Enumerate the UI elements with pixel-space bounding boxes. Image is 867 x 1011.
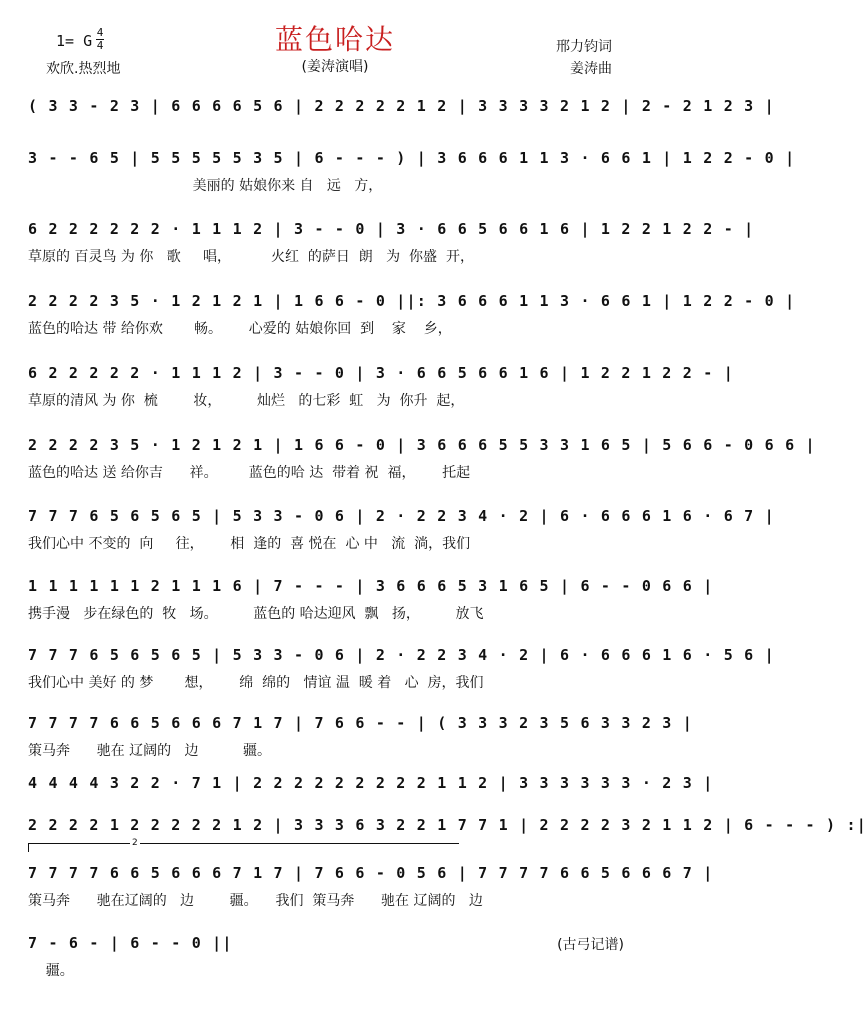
notation-line: 7 7 7 6 5 6 5 6 5 | 5 3 3 - 0 6 | 2 · 2 2 3 4 · 2 | 6 · 6 6 6 1 6 · 5 6 | xyxy=(28,646,775,664)
notation-line: 7 - 6 - | 6 - - 0 || xyxy=(28,934,233,952)
notation-line: 3 - - 6 5 | 5 5 5 5 5 3 5 | 6 - - - ) | 3 6 6 6 1 1 3 · 6 6 1 | 1 2 2 - 0 | xyxy=(28,149,796,167)
time-signature xyxy=(96,28,104,51)
notation-line: 7 7 7 7 6 6 5 6 6 6 7 1 7 | 7 6 6 - - | ( 3 3 3 2 3 5 6 3 3 2 3 | xyxy=(28,714,693,732)
notation-line: 2 2 2 2 3 5 · 1 2 1 2 1 | 1 6 6 - 0 ||: 3 6 6 6 1 1 3 · 6 6 1 | 1 2 2 - 0 | xyxy=(28,292,796,310)
notation-line: 6 2 2 2 2 2 · 1 1 1 2 | 3 - - 0 | 3 · 6 6 5 6 6 1 6 | 1 2 2 1 2 2 - | xyxy=(28,364,734,382)
lyrics-line: 蓝色的哈达 带 给你欢 畅。 心爱的 姑娘你回 到 家 乡， xyxy=(28,321,452,337)
lyrics-line: 草原的 百灵鸟 为 你 歌 唱， 火红 的萨日 朗 为 你盛 开， xyxy=(28,249,474,265)
notation-line: 6 2 2 2 2 2 2 · 1 1 1 2 | 3 - - 0 | 3 · 6 6 5 6 6 1 6 | 1 2 2 1 2 2 - | xyxy=(28,220,755,238)
notation-line: 7 7 7 6 5 6 5 6 5 | 5 3 3 - 0 6 | 2 · 2 2 3 4 · 2 | 6 · 6 6 6 1 6 · 6 7 | xyxy=(28,507,775,525)
lyrics-line: 我们心中 美好 的 梦 想， 绵 绵的 情谊 温 暖 着 心 房，我们 xyxy=(28,675,484,691)
lyricist-credit: 邢力钧词 xyxy=(556,39,612,55)
lyrics-line: 蓝色的哈达 送 给你吉 祥。 蓝色的哈 达 带着 祝 福， 托起 xyxy=(28,465,471,481)
lyrics-line xyxy=(28,124,640,144)
notation-line: 4 4 4 4 3 2 2 · 7 1 | 2 2 2 2 2 2 2 2 2 1 1 2 | 3 3 3 3 3 3 · 2 3 | xyxy=(28,774,714,792)
time-denominator: 4 xyxy=(96,39,104,52)
time-numerator: 4 xyxy=(96,26,104,39)
notation-line: ( 3 3 - 2 3 | 6 6 6 6 5 6 | 2 2 2 2 2 1 2 | 3 3 3 3 2 1 2 | 2 - 2 1 2 3 | xyxy=(28,97,775,115)
tempo-mood: 欢欣.热烈地 xyxy=(46,61,121,77)
volta-bracket xyxy=(28,843,459,852)
lyrics-line: 策马奔 驰在 辽阔的 边 疆。 xyxy=(28,743,272,759)
composer-credit: 姜涛曲 xyxy=(570,61,612,77)
lyrics-line: 策马奔 驰在辽阔的 边 疆。 我们 策马奔 驰在 辽阔的 边 xyxy=(28,893,483,909)
notation-line: 2 2 2 2 3 5 · 1 2 1 2 1 | 1 6 6 - 0 | 3 6 6 6 5 5 3 3 1 6 5 | 5 6 6 - 0 6 6 | xyxy=(28,436,816,454)
notation-line: 2 2 2 2 1 2 2 2 2 2 1 2 | 3 3 3 6 3 2 2 1 7 7 1 | 2 2 2 2 3 2 1 1 2 | 6 - - - ) :| xyxy=(28,816,867,834)
notation-line: 1 1 1 1 1 1 2 1 1 1 6 | 7 - - - | 3 6 6 6 5 3 1 6 5 | 6 - - 0 6 6 | xyxy=(28,577,714,595)
singer-subtitle: (姜涛演唱) xyxy=(301,59,369,75)
lyrics-line: 携手漫 步在绿色的 牧 场。 蓝色的 哈达迎风 飘 扬， 放飞 xyxy=(28,606,484,622)
transcriber-credit: (古弓记谱) xyxy=(557,937,624,953)
lyrics-line: 草原的清风 为 你 梳 妆， 灿烂 的七彩 虹 为 你升 起， xyxy=(28,393,465,409)
lyrics-line: 我们心中 不变的 向 往， 相 逢的 喜 悦在 心 中 流 淌，我们 xyxy=(28,536,471,552)
song-title: 蓝色哈达 xyxy=(274,23,395,56)
volta-number: 2 xyxy=(132,838,138,848)
notation-line: 7 7 7 7 6 6 5 6 6 6 7 1 7 | 7 6 6 - 0 5 6 | 7 7 7 7 6 6 5 6 6 6 7 | xyxy=(28,864,714,882)
lyrics-line: 美丽的 姑娘你来 自 远 方， xyxy=(28,178,383,194)
key-signature: 1= G xyxy=(56,32,93,50)
lyrics-line: 疆。 xyxy=(28,963,74,979)
